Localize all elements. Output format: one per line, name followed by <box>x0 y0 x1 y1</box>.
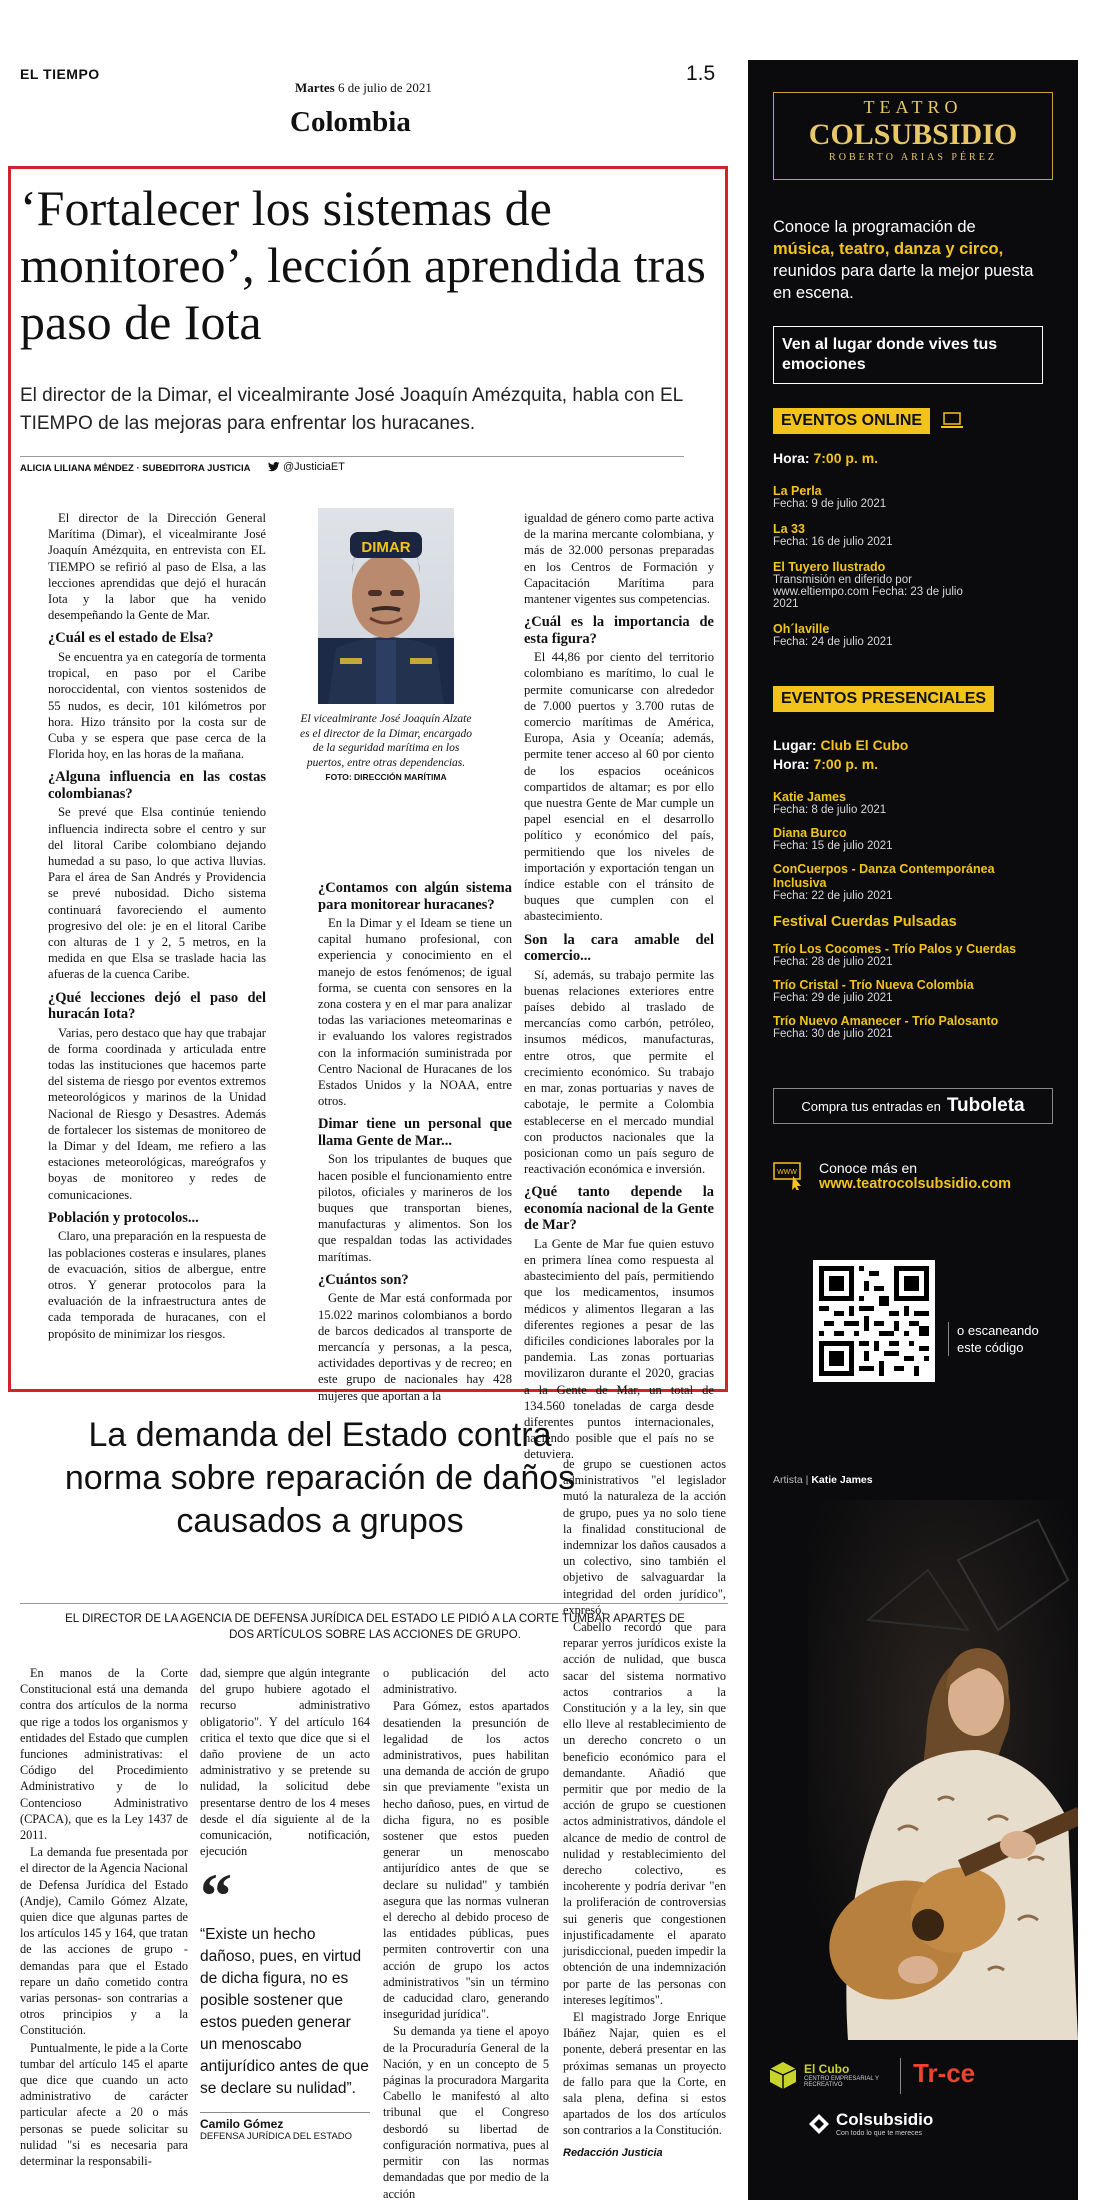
event-item: La Perla Fecha: 9 de julio 2021 <box>773 484 887 510</box>
quote-mark-icon: “ <box>200 1860 232 1931</box>
ad-slogan: Ven al lugar donde vives tus emociones <box>773 326 1043 384</box>
brand: EL TIEMPO <box>20 66 100 82</box>
twitter-icon <box>268 462 280 472</box>
event-item: Trío Los Cocomes - Trío Palos y Cuerdas Fecha: 28 de julio 2021 <box>773 942 1017 968</box>
sponsor-logos <box>768 2050 1058 2150</box>
colsubsidio-icon <box>808 2113 830 2135</box>
lead-col-3: igualdad de género como parte activa de la marina mercante colombiana, y más de 32.000 personas preparadas en los Centros de Formación y Capacitación Marítima para mantener vigentes sus competencias. ¿Cuál es la importancia de esta figura? El 44,86 por ciento del territorio colombiano es marítimo, lo cual le permite comunicarse con alrededor de 7.000 puertos y 3.700 rutas de comercio marítimas de América, Europa, Asia y Oceanía; además, permite tener acceso al 60 por ciento de los espacios oceánicos compartidos de altamar; es por ello que nuestra Gente de Mar cumple un papel esencial en el desarrollo político y económico del país, permitiendo que los niveles de importación y exportación tengan un índice estable con el tránsito de buques que cumplen con el abastecimiento. Son la cara amable del comercio... Sí, además, su trabajo permite las buenas relaciones exteriores entre países debido al traslado de mercancías como carbón, petróleo, insumos médicos, manufacturas, entre otros, que permite el crecimiento económico. Su trabajo en mar, zonas portuarias y naves de cabotaje, le permite a Colombia establecerse en el mercado mundial con productos nacionales que la posicionan como un país seguro de reactivación económica e inversión. ¿Qué tanto depende la economía nacional de la Gente de Mar? La Gente de Mar fue quien estuvo en primera línea como respuesta al abastecimiento del país, permitiendo que los medicamentos, insumos médicos y alimentos llegaran a las diferentes regiones a pesar de las dificiles condiciones laborales por la pandemia. Las zonas portuarias movilizaron durante el 2020, gracias a la Gente de Mar, un total de 134.560 toneladas de carga desde diferentes puntos internacionales, haciendo posible que el país no se detuviera. <box>524 511 714 1462</box>
artist-photo <box>808 1500 1078 2040</box>
photo-caption: El vicealmirante José Joaquín Alzate es el director de la Dimar, encargado de la seguridad marítima en los puertos, entre otras dependencias. FOTO: DIRECCIÓN MARÍTIMA <box>300 713 472 782</box>
page-number: 1.5 <box>686 62 716 85</box>
laptop-icon <box>940 411 964 431</box>
online-badge: EVENTOS ONLINE <box>773 408 964 434</box>
second-col-1: En manos de la Corte Constitucional está una demanda contra dos artículos de la norma que rige a todos los organismos y entidades del Estado que cumplen funciones administrativas: el Código del Procedimiento Administrativo y de lo Contencioso Administrativo (CPACA), que es la Ley 1437 de 2011. La demanda fue presentada por el director de la Agencia Nacional de Defensa Jurídica del Estado (Andje), Camilo Gómez Alzate, quien dice que algunas partes de los artículos 145 y 164, que tratan de las acciones de grupo -demandas para que el Estado repare un daño cometido contra varias personas- son contrarias a otros principios y a la Constitución. Puntualmente, le pide a la Corte tumbar del artículo 145 el aparte que dice que cuando un acto administrativo de carácter particular afecte a 20 o más personas se puede solicitar su nulidad "si es necesaria para determinar la responsabili- <box>20 1666 188 2169</box>
quote-text: “Existe un hecho dañoso, pues, en virtud de dicha figura, no es posible sostener que estos pueden generar un menoscabo antijurídico antes de que se declare su nulidad”. <box>200 1926 369 2097</box>
trece-logo: Tr-ce <box>913 2058 976 2088</box>
pull-quote <box>200 1860 370 2142</box>
qr-caption: o escaneando este código <box>948 1322 1058 1356</box>
ad-intro: Conoce la programación de música, teatro, danza y circo, reunidos para darte la mejor puesta en escena. <box>773 218 1034 302</box>
event-item: Trío Nuevo Amanecer - Trío Palosanto Fecha: 30 de julio 2021 <box>773 1014 999 1040</box>
event-item: ConCuerpos - Danza Contemporánea Inclusiva Fecha: 22 de julio 2021 <box>773 862 995 902</box>
svg-text:WWW: WWW <box>777 1169 797 1176</box>
cube-icon <box>768 2060 798 2090</box>
event-item: Katie James Fecha: 8 de julio 2021 <box>773 790 887 816</box>
second-col-3: o publicación del acto administrativo. Para Gómez, estos apartados desatienden la presunción de legalidad de los actos administrativos, pues habilitan una demanda de acción de grupo sin que previamente "exista un hecho dañoso, pues, en virtud de dicha figura, no es posible sostener que estos pueden generar un menoscabo antijurídico antes de que se declare su nulidad" y también asegura que las normas vulneran el derecho al debido proceso de las entidades públicas, pues permiten controvertir con una acción de grupo los actos administrativos "sin un término de caducidad claro, generando inseguridad jurídica". Su demanda ya tiene el apoyo de la Procuraduría General de la Nación, y en un concepto de 5 páginas la procuradora Margarita Cabello le manifestó al alto tribunal que el Congreso desbordó su libertad de configuración normativa, pues al permitir con las normas demandadas que por medio de la acción <box>383 1666 549 2201</box>
artist-label: Artista | Katie James <box>773 1474 873 1486</box>
quote-author: Camilo Gómez <box>200 2117 284 2131</box>
twitter-handle: @JusticiaET <box>268 461 345 473</box>
second-dek: EL DIRECTOR DE LA AGENCIA DE DEFENSA JURÍDICA DEL ESTADO LE PIDIÓ A LA CORTE TUMBAR APARTES DE DOS ARTÍCULOS SOBRE LAS ACCIONES DE GRUPO. <box>65 1613 685 1641</box>
presencial-list <box>773 790 1053 1040</box>
web-cursor-icon <box>773 1162 805 1190</box>
colsubsidio-logo: Colsubsidio Con todo lo que te mereces <box>808 2110 933 2137</box>
theater-logo: TEATRO COLSUBSIDIO ROBERTO ARIAS PÉREZ <box>773 92 1053 180</box>
online-hour: Hora: 7:00 p. m. <box>773 450 879 466</box>
issue-date: Martes 6 de julio de 2021 <box>295 80 432 95</box>
lead-col-2: ¿Contamos con algún sistema para monitorear huracanes? En la Dimar y el Ideam se tiene un capital humano profesional, con experiencia y conocimiento en el manejo de estos fenómenos; de igual forma, se cuenta con sensores en la zona costera y en el mar para analizar todas las variaciones meteomarinas e ir evaluando los valores registrados con la información suministrada por Centro Nacional de Huracanes de los Estados Unidos y la NOAA, entre otros. Dimar tiene un personal que llama Gente de Mar... Son los tripulantes de buques que hacen posible el funcionamiento entre pilotos, oficiales y marineros de los buques que transportan bienes, manufacturas y alimentos. Son los que respaldan todas las actividades marítimas. ¿Cuántos son? Gente de Mar está conformada por 15.022 marinos colombianos a bordo de barcos dedicados al transporte de mercancía y personas, a la pesca, actividades deportivas y de recreo; en este grupo de nacionales hay 428 mujeres que aportan a la <box>318 880 512 1403</box>
headline: ‘Fortalecer los sistemas de monitoreo’, lección aprendida tras paso de Iota <box>20 180 706 350</box>
presencial-badge: EVENTOS PRESENCIALES <box>773 686 994 712</box>
byline-rule <box>20 456 684 457</box>
online-list <box>773 484 1043 648</box>
quote-role: DEFENSA JURÍDICA DEL ESTADO <box>200 2131 353 2142</box>
portrait-photo <box>318 508 454 704</box>
festival-title: Festival Cuerdas Pulsadas <box>773 914 957 930</box>
second-col-2: dad, siempre que algún integrante del grupo hubiere agotado el recurso administrativo obligatorio". Y del artículo 164 critica el texto que dice que si el daño proviene de un acto administrativo y se pretende su nulidad, la solicitud debe presentarse dentro de los 4 meses desde el día siguiente al de la comunicación, notificación, ejecución <box>200 1666 370 1859</box>
lead-col-1: El director de la Dirección General Marítima (Dimar), el vicealmirante José Joaquín Amézquita, en entrevista con EL TIEMPO se refirió al paso de Elsa, a las lecciones aprendidas que dejó el huracán Iota y la labor que ha venido desempeñando la Gente de Mar. ¿Cuál es el estado de Elsa? Se encuentra ya en categoría de tormenta tropical, en paso por el Caribe noroccidental, con vientos sostenidos de 55 nudos, es decir, 101 kilómetros por hora. Hizo tránsito por la costa sur de Cuba y se espera que pase cerca de la Florida hoy, en las horas de la mañana. ¿Alguna influencia en las costas colombianas? Se prevé que Elsa continúe teniendo influencia indirecta sobre el centro y sur del litoral Caribe colombiano dejando humedad a su paso, lo que activa lluvias. Para el área de San Andrés y Providencia se prevé nubosidad. Dicho sistema continuará favoreciendo el aumento progresivo del ole: je en el litoral Caribe con alturas de 1 y 2, 5 metros, en la medida en que Elsa se traslade hacia las afueras de la cuenca Caribe. ¿Qué lecciones dejó el paso del huracán Iota? Varias, pero destaco que hay que trabajar de forma coordinada y articulada entre todas las instituciones que hacemos parte del sistema de riesgo por eventos extremos meteorológicos y marinos de la Unidad Nacional de Riesgo y Desastres. Además de fortalecer los sistemas de monitoreo de la Dimar y del Ideam, me refiero a las estaciones meteorológicas, mareógrafos y boyas de monitoreo y redes de comunicaciones. Población y protocolos... Claro, una preparación en la respuesta de las poblaciones costeras e insulares, planes de evacuación, sitios de albergue, entre otros. Y generar protocolos para la evaluación de la infraestructura antes de cada temporada de huracanes, con el propósito de minimizar los riesgos. <box>48 511 266 1341</box>
section-title: Colombia <box>290 106 411 138</box>
event-item: Oh´laville Fecha: 24 de julio 2021 <box>773 622 893 648</box>
event-item: El Tuyero Ilustrado Transmisión en diferido por www.eltiempo.com Fecha: 23 de julio 2021 <box>773 560 963 610</box>
event-item: Trío Cristal - Trío Nueva Colombia Fecha: 29 de julio 2021 <box>773 978 974 1004</box>
second-col-4: de grupo se cuestionen actos administrativos "el legislador mutó la naturaleza de la acción de grupo, pues ya no solo tiene la finalidad constitucional de indemnizar los daños causados a un colectivo, sino también el objetivo de salvaguardar la integridad del orden jurídico", expresó. Cabello recordó que para reparar yerros jurídicos existe la acción de nulidad, que busca sacar del sistema normativo actos contrarios a la Constitución y a la ley, sin que ello lleve al restablecimiento de un derecho concreto o un beneficio económico para el demandante. Añadió que permitir que por medio de la acción de grupo se cuestionen actos administrativos, dándole el alcance de medio de control de nulidad y restablecimiento del derecho colectivo, es incoherente y podría derivar "en la proliferación de controversias sui generis que congestionen injustificadamente el aparato jurisdiccional, pueden impedir la obtención de una indemnización por parte de las personas con intereses legítimos". El magistrado Jorge Enrique Ibáñez Najar, quien es el ponente, deberá presentar en las próximas semanas un proyecto de fallo para que la Corte, en sala plena, defina si estos apartados de los dos artículos son contrarios a la Constitución. Redacción Justicia <box>563 1456 726 2161</box>
tickets-box[interactable]: Compra tus entradas en Tuboleta <box>773 1088 1053 1124</box>
website-row[interactable]: WWW Conoce más en www.teatrocolsubsidio.com <box>773 1160 1011 1192</box>
cap-text: DIMAR <box>361 539 411 556</box>
presencial-info: Lugar: Club El Cubo Hora: 7:00 p. m. <box>773 737 909 772</box>
event-item: Diana Burco Fecha: 15 de julio 2021 <box>773 826 893 852</box>
event-item: La 33 Fecha: 16 de julio 2021 <box>773 522 893 548</box>
signature: Redacción Justicia <box>563 2146 663 2159</box>
qr-code[interactable] <box>813 1260 935 1382</box>
dek: El director de la Dimar, el vicealmirante José Joaquín Amézquita, habla con EL TIEMPO de las mejoras para enfrentar los huracanes. <box>20 385 683 434</box>
ad-panel <box>748 60 1078 2200</box>
byline: ALICIA LILIANA MÉNDEZ · SUBEDITORA JUSTICIA <box>20 463 251 474</box>
el-cubo-logo: El Cubo CENTRO EMPRESARIAL Y RECREATIVO <box>768 2060 884 2090</box>
second-headline: La demanda del Estado contra norma sobre reparación de daños causados a grupos <box>64 1416 576 1540</box>
